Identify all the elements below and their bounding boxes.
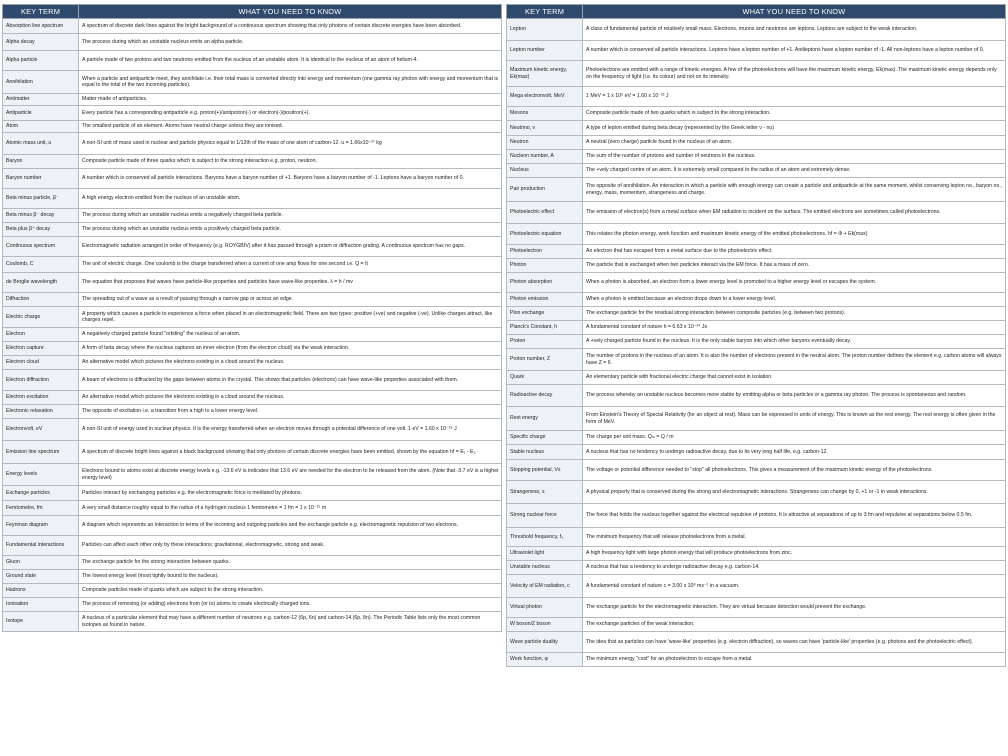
key-term-cell: Strangeness, s <box>507 481 583 504</box>
key-term-cell: Exchange particles <box>3 486 79 501</box>
key-term-cell: Baryon <box>3 155 79 169</box>
key-term-cell: Photon absorption <box>507 273 583 293</box>
table-row <box>3 237 502 257</box>
key-term-cell: Coulomb, C <box>3 257 79 273</box>
table-row <box>3 391 502 405</box>
definition-cell: The exchange particle for the strong interaction between quarks. <box>79 556 502 570</box>
definition-cell: A neutral (zero charge) particle found in the nucleus of an atom. <box>583 136 1006 150</box>
definition-cell: An electron that has escaped from a metal surface due to the photoelectric effect. <box>583 245 1006 259</box>
key-term-cell: Photon emission <box>507 293 583 307</box>
table-row <box>3 419 502 441</box>
definition-cell: The exchange particle for the residual strong interaction between composite particles (e.g. between two protons). <box>583 307 1006 321</box>
table-row <box>507 547 1006 561</box>
table-row <box>3 464 502 486</box>
definition-cell: A non-SI unit of mass used in nuclear and particle physics equal to 1/12th of the mass of one atom of carbon-12. u = 1.66x10⁻²⁷ kg <box>79 133 502 155</box>
key-term-cell: Maximum kinetic energy, Ek(max) <box>507 61 583 87</box>
key-term-cell: Fundamental interactions <box>3 536 79 556</box>
key-term-cell: Electronvolt, eV <box>3 419 79 441</box>
key-term-cell: Hadrons <box>3 584 79 598</box>
key-term-cell: Unstable nucleus <box>507 561 583 575</box>
definition-cell: Particles can affect each other only by these interactions: gravitational, electromagnetic, strong and weak. <box>79 536 502 556</box>
key-term-cell: Ultraviolet light <box>507 547 583 561</box>
key-term-cell: Planck's Constant, h <box>507 321 583 335</box>
definition-cell: A number which is conserved all particle interactions. Leptons have a lepton number of +1. Antileptons have a lepton number of -1. All non-leptons have a lepton number of 0. <box>583 41 1006 61</box>
definition-cell: A type of lepton emitted during beta decay (represented by the Greek letter ν - nu) <box>583 121 1006 136</box>
key-term-cell: Atom <box>3 121 79 133</box>
definition-cell: Particles interact by exchanging particles e.g. the electromagnetic force is mediated by photons. <box>79 486 502 501</box>
table-row <box>507 385 1006 407</box>
definition-cell: The emission of electron(s) from a metal surface when EM radiation is incident on the surface. The emitted electrons are sometimes called photoelectrons. <box>583 202 1006 224</box>
key-term-cell: Continuous spectrum <box>3 237 79 257</box>
table-row <box>3 34 502 51</box>
key-term-cell: Proton <box>507 335 583 349</box>
definition-cell: A non-SI unit of energy used in nuclear physics. It is the energy transferred when an electron moves through a potential difference of one volt. 1 eV = 1.60 x 10⁻¹⁹ J <box>79 419 502 441</box>
key-term-cell: Alpha particle <box>3 51 79 71</box>
key-term-cell: Beta plus β⁺ decay <box>3 223 79 237</box>
key-term-cell: W boson/Z boson <box>507 618 583 632</box>
table-row <box>3 223 502 237</box>
table-row <box>507 136 1006 150</box>
key-term-cell: Photoelectric effect <box>507 202 583 224</box>
key-term-cell: Electron diffraction <box>3 370 79 391</box>
definition-cell: The force that holds the nucleus together against the electrical repulsion of protons. It is attractive at separations of up to 3 fm and repulsive at separations below 0.5 fm. <box>583 504 1006 528</box>
table-row <box>3 342 502 356</box>
key-term-cell: Annihilation <box>3 71 79 94</box>
table-row <box>3 556 502 570</box>
table-row <box>3 612 502 632</box>
key-term-cell: Electron cloud <box>3 356 79 370</box>
key-term-cell: Pair production <box>507 178 583 202</box>
key-term-cell: Baryon number <box>3 169 79 189</box>
table-row <box>507 41 1006 61</box>
table-row <box>3 19 502 34</box>
table-row <box>3 328 502 342</box>
key-term-cell: Proton number, Z <box>507 349 583 371</box>
key-term-cell: Stable nucleus <box>507 445 583 460</box>
glossary-page <box>2 4 1006 754</box>
table-row <box>507 259 1006 273</box>
table-row <box>3 257 502 273</box>
key-term-cell: Lepton number <box>507 41 583 61</box>
table-row <box>3 486 502 501</box>
definition-cell: The lowest energy level (most tightly bound to the nucleus). <box>79 570 502 584</box>
key-term-cell: Nucleon number, A <box>507 150 583 164</box>
definition-cell: A nucleus of a particular element that may have a different number of neutrons e.g. carbon-12 (6p, 6n) and carbon-14 (6p, 8n). The Periodic Table lists only the most common isotopes as found in nature. <box>79 612 502 632</box>
definition-cell: The number of protons in the nucleus of an atom. It is also the number of electrons present in the neutral atom. The proton number defines the element e.g. carbon atoms will always have Z = 6. <box>583 349 1006 371</box>
key-term-cell: Work function, φ <box>507 653 583 667</box>
definition-cell: The spreading out of a wave as a result of passing through a narrow gap or across an edge. <box>79 293 502 307</box>
table-row <box>3 273 502 293</box>
definition-cell: A spectrum of discrete bright lines against a black background showing that only photons of certain discrete energies have been emitted, shown by the equation hf = E₁ - E₂ <box>79 441 502 464</box>
key-term-cell: Photon <box>507 259 583 273</box>
definition-cell: The process whereby an unstable nucleus becomes more stable by emitting alpha or beta particles or a gamma ray photon. The process is spontaneous and random. <box>583 385 1006 407</box>
key-term-cell: Isotope <box>3 612 79 632</box>
definition-cell: An alternative model which pictures the electrons existing in a cloud around the nucleus. <box>79 356 502 370</box>
key-term-cell: Stopping potential, Vs <box>507 460 583 481</box>
definition-cell: A form of beta decay where the nucleus captures an inner electron (from the electron cloud) via the weak interaction. <box>79 342 502 356</box>
key-term-cell: Beta minus particle, β⁻ <box>3 189 79 209</box>
table-row <box>507 504 1006 528</box>
table-row <box>3 189 502 209</box>
table-row <box>507 431 1006 445</box>
table-row <box>3 106 502 121</box>
definition-cell: A beam of electrons is diffracted by the gaps between atoms in the crystal. This shows that particles (electrons) can have wave-like properties associated with them. <box>79 370 502 391</box>
table-row <box>3 584 502 598</box>
key-term-cell: Velocity of EM radiation, c <box>507 575 583 598</box>
definition-cell: When a particle and antiparticle meet, they annihilate i.e. their total mass is converted directly into energy and momentum (one gamma ray photon with energy and momentum that is equal to the total of the two incoming particles). <box>79 71 502 94</box>
table-row <box>507 293 1006 307</box>
glossary-rows-left <box>3 19 502 632</box>
definition-cell: Electrons bound to atoms exist at discrete energy levels e.g. -13.6 eV is indicates that 13.6 eV are needed for the electron to be released from the atom. (Note that -3.7 eV is a higher energy level) <box>79 464 502 486</box>
definition-header: WHAT YOU NEED TO KNOW <box>79 5 502 19</box>
key-term-cell: Electron capture <box>3 342 79 356</box>
table-row <box>507 618 1006 632</box>
key-term-cell: Feynman diagram <box>3 516 79 536</box>
definition-cell: A nucleus that has a tendency to undergo radioactive decay e.g. carbon-14. <box>583 561 1006 575</box>
key-term-cell: Lepton <box>507 19 583 41</box>
definition-cell: A negatively charged particle found "orbiting" the nucleus of an atom. <box>79 328 502 342</box>
table-row <box>507 528 1006 547</box>
table-header-row <box>507 5 1006 19</box>
table-row <box>507 575 1006 598</box>
key-term-cell: Electronic relaxation <box>3 405 79 419</box>
key-term-cell: Atomic mass unit, u <box>3 133 79 155</box>
definition-cell: The opposite of annihilation. An interaction in which a particle with enough energy can create a particle and antiparticle at the same moment, whilst conserving lepton no., baryon no., energy, mass, momentum, strangeness and charge. <box>583 178 1006 202</box>
table-row <box>3 121 502 133</box>
definition-cell: A property which causes a particle to experience a force when placed in an electromagnetic field. There are two types: positive (+ve) and negative (-ve). Unlike charges attract, like charges repel. <box>79 307 502 328</box>
definition-cell: A high energy electron emitted from the nucleus of an unstable atom. <box>79 189 502 209</box>
key-term-cell: Rest energy <box>507 407 583 431</box>
definition-cell: Matter made of antiparticles. <box>79 94 502 106</box>
key-term-cell: Electron <box>3 328 79 342</box>
definition-cell: The minimum energy "cost" for an photoelectron to escape from a metal. <box>583 653 1006 667</box>
table-row <box>507 321 1006 335</box>
key-term-cell: Mesons <box>507 107 583 121</box>
table-row <box>3 536 502 556</box>
definition-cell: An elementary particle with fractional electric charge that cannot exist in isolation. <box>583 371 1006 385</box>
table-row <box>3 356 502 370</box>
definition-cell: The voltage or potential difference needed to "stop" all photoelectrons. This gives a measurement of the maximum kinetic energy of the photoelectrons. <box>583 460 1006 481</box>
table-row <box>3 370 502 391</box>
key-term-cell: Threshold frequency, f₀ <box>507 528 583 547</box>
key-term-cell: Energy levels <box>3 464 79 486</box>
key-term-cell: Radioactive decay <box>507 385 583 407</box>
table-row <box>507 307 1006 321</box>
key-term-cell: Photoelectric equation <box>507 224 583 245</box>
key-term-cell: Beta minus β⁻ decay <box>3 209 79 223</box>
table-header-row <box>3 5 502 19</box>
table-row <box>3 501 502 516</box>
table-row <box>507 407 1006 431</box>
definition-cell: The sum of the number of protons and number of neutrons in the nucleus. <box>583 150 1006 164</box>
table-row <box>507 632 1006 653</box>
definition-cell: The exchange particle for the electromagnetic interaction. They are virtual because detection would prevent the exchange. <box>583 598 1006 618</box>
key-term-cell: Electric charge <box>3 307 79 328</box>
table-row <box>3 71 502 94</box>
key-term-cell: Diffraction <box>3 293 79 307</box>
table-row <box>3 307 502 328</box>
glossary-table-right <box>506 4 1006 667</box>
table-row <box>3 516 502 536</box>
table-row <box>3 441 502 464</box>
table-row <box>3 133 502 155</box>
key-term-cell: Neutrino, ν <box>507 121 583 136</box>
table-row <box>507 349 1006 371</box>
definition-cell: Composite particles made of quarks which are subject to the strong interaction. <box>79 584 502 598</box>
definition-cell: When a photon is emitted because an electron drops down to a lower energy level. <box>583 293 1006 307</box>
key-term-cell: Photoelectron <box>507 245 583 259</box>
table-row <box>507 224 1006 245</box>
table-row <box>507 202 1006 224</box>
definition-cell: A +vely charged particle found in the nucleus. It is the only stable baryon into which other baryons eventually decay. <box>583 335 1006 349</box>
glossary-table-left <box>2 4 502 632</box>
key-term-cell: Mega electronvolt, MeV <box>507 87 583 107</box>
definition-cell: The exchange particles of the weak interaction. <box>583 618 1006 632</box>
definition-cell: A diagram which represents an interaction in terms of the incoming and outgoing particles and the exchange particle e.g. electromagnetic repulsion of two electrons. <box>79 516 502 536</box>
definition-cell: The idea that as particles can have 'wave-like' properties (e.g. electron diffraction), so waves can have 'particle-like' properties (e.g. photons and the photoelectric effect). <box>583 632 1006 653</box>
table-row <box>3 169 502 189</box>
definition-cell: A class of fundamental particle of relatively small mass. Electrons, muons and neutrinos are leptons. Leptons are subject to the weak interaction. <box>583 19 1006 41</box>
definition-cell: The +vely charged centre of an atom. It is extremely small compared to the radius of an atom and extremely dense. <box>583 164 1006 178</box>
key-term-header: KEY TERM <box>507 5 583 19</box>
definition-cell: From Einstein's Theory of Special Relativity (for an object at rest). Mass can be expressed in units of energy. This is known as the rest energy. The rest energy is often given in the form of MeV. <box>583 407 1006 431</box>
key-term-cell: Ground state <box>3 570 79 584</box>
key-term-cell: Strong nuclear force <box>507 504 583 528</box>
definition-cell: The equation that proposes that waves have particle-like properties and particles have wave-like properties. λ = h / mv <box>79 273 502 293</box>
table-row <box>507 121 1006 136</box>
table-row <box>3 293 502 307</box>
key-term-cell: Virtual photon <box>507 598 583 618</box>
table-row <box>507 598 1006 618</box>
definition-cell: The process during which an unstable nucleus emits a positively charged beta particle. <box>79 223 502 237</box>
key-term-cell: Specific charge <box>507 431 583 445</box>
definition-cell: A nucleus that has no tendency to undergo radioactive decay, due to its very long half life, e.g. carbon-12. <box>583 445 1006 460</box>
table-row <box>3 155 502 169</box>
table-row <box>3 598 502 612</box>
table-row <box>3 570 502 584</box>
table-row <box>507 653 1006 667</box>
definition-cell: This relates the photon energy, work function and maximum kinetic energy of the emitted photoelectrons. hf = Φ + Ek(max) <box>583 224 1006 245</box>
table-row <box>3 94 502 106</box>
key-term-cell: Wave particle duality <box>507 632 583 653</box>
key-term-cell: Neutron <box>507 136 583 150</box>
key-term-cell: Gluon <box>3 556 79 570</box>
table-row <box>507 150 1006 164</box>
table-row <box>507 460 1006 481</box>
glossary-rows-right <box>507 19 1006 667</box>
definition-cell: The smallest particle of an element. Atoms have neutral charge unless they are ionised. <box>79 121 502 133</box>
definition-cell: The particle that is exchanged when two particles interact via the EM force. It has a mass of zero. <box>583 259 1006 273</box>
key-term-cell: Pion exchange <box>507 307 583 321</box>
key-term-cell: Alpha decay <box>3 34 79 51</box>
definition-cell: A very small distance roughly equal to the radius of a hydrogen nucleus 1 femtometre = 1 fm = 1 x 10⁻¹⁵ m <box>79 501 502 516</box>
definition-cell: A high frequency light with large photon energy that will produce photoelectrons from zinc. <box>583 547 1006 561</box>
key-term-cell: Emission line spectrum <box>3 441 79 464</box>
table-row <box>507 445 1006 460</box>
definition-cell: The charge per unit mass. Qₘ = Q / m <box>583 431 1006 445</box>
key-term-cell: Electron excitation <box>3 391 79 405</box>
table-row <box>507 61 1006 87</box>
table-row <box>507 273 1006 293</box>
definition-cell: 1 MeV = 1 x 10⁶ eV = 1.60 x 10⁻¹³ J <box>583 87 1006 107</box>
key-term-cell: Femtometre, fm <box>3 501 79 516</box>
definition-cell: The process of removing (or adding) electrons from (or to) atoms to create electrically charged ions. <box>79 598 502 612</box>
table-row <box>507 164 1006 178</box>
table-row <box>507 107 1006 121</box>
key-term-cell: Nucleus <box>507 164 583 178</box>
definition-cell: The minimum frequency that will release photoelectrons from a metal. <box>583 528 1006 547</box>
table-row <box>507 19 1006 41</box>
definition-cell: A fundamental constant of nature h = 6.63 x 10⁻³⁴ Js <box>583 321 1006 335</box>
definition-cell: The opposite of excitation i.e. a transition from a high to a lower energy level. <box>79 405 502 419</box>
table-row <box>507 245 1006 259</box>
definition-cell: Composite particle made of three quarks which is subject to the strong interaction e.g. proton, neutron. <box>79 155 502 169</box>
table-row <box>3 209 502 223</box>
key-term-cell: Ionisation <box>3 598 79 612</box>
key-term-cell: Antimatter <box>3 94 79 106</box>
definition-cell: Electromagnetic radiation arranged in order of frequency (e.g. ROYGBIV) after it has passed through a prism or diffraction grating. A continuous spectrum has no gaps. <box>79 237 502 257</box>
definition-header: WHAT YOU NEED TO KNOW <box>583 5 1006 19</box>
key-term-cell: Quark <box>507 371 583 385</box>
definition-cell: The process during which an unstable nucleus emits a negatively charged beta particle. <box>79 209 502 223</box>
key-term-cell: de Broglie wavelength <box>3 273 79 293</box>
definition-cell: A spectrum of discrete dark lines against the bright background of a continuous spectrum showing that only photons of certain discrete energies have been absorbed. <box>79 19 502 34</box>
key-term-header: KEY TERM <box>3 5 79 19</box>
definition-cell: Every particle has a corresponding antiparticle e.g. proton(+)/antiproton(-) or electron(-)/positron(+). <box>79 106 502 121</box>
table-row <box>507 481 1006 504</box>
table-row <box>507 335 1006 349</box>
key-term-cell: Antiparticle <box>3 106 79 121</box>
definition-cell: A particle made of two protons and two neutrons emitted from the nucleus of an unstable atom. It is identical to the nucleus of an atom of helium-4. <box>79 51 502 71</box>
definition-cell: A physical property that is conserved during the strong and electromagnetic interactions. Strangeness can change by 0, +1 or -1 in weak interactions. <box>583 481 1006 504</box>
table-row <box>3 51 502 71</box>
key-term-cell: Absorption line spectrum <box>3 19 79 34</box>
definition-cell: The unit of electric charge. One coulomb is the charge transferred when a current of one amp flows for one second i.e. Q = It <box>79 257 502 273</box>
definition-cell: A number which is conserved all particle interactions. Baryons have a baryon number of +1. Baryons have a baryon number of -1. Leptons have a baryon number of 0. <box>79 169 502 189</box>
table-row <box>3 405 502 419</box>
table-row <box>507 371 1006 385</box>
definition-cell: The process during which an unstable nucleus emits an alpha particle. <box>79 34 502 51</box>
table-row <box>507 178 1006 202</box>
table-row <box>507 87 1006 107</box>
definition-cell: When a photon is absorbed, an electron from a lower energy level is promoted to a higher energy level or escapes the system. <box>583 273 1006 293</box>
definition-cell: Composite particle made of two quarks which is subject to the strong interaction. <box>583 107 1006 121</box>
definition-cell: Photoelectrons are emitted with a range of kinetic energies. A few of the photoelectrons will have the maximum kinetic energy, Ek(max). The maximum kinetic energy depends only on the frequency of light (i.e. its colour) and not on its intensity. <box>583 61 1006 87</box>
definition-cell: An alternative model which pictures the electrons existing in a cloud around the nucleus. <box>79 391 502 405</box>
table-row <box>507 561 1006 575</box>
definition-cell: A fundamental constant of nature c = 3.00 x 10⁸ ms⁻¹ in a vacuum. <box>583 575 1006 598</box>
